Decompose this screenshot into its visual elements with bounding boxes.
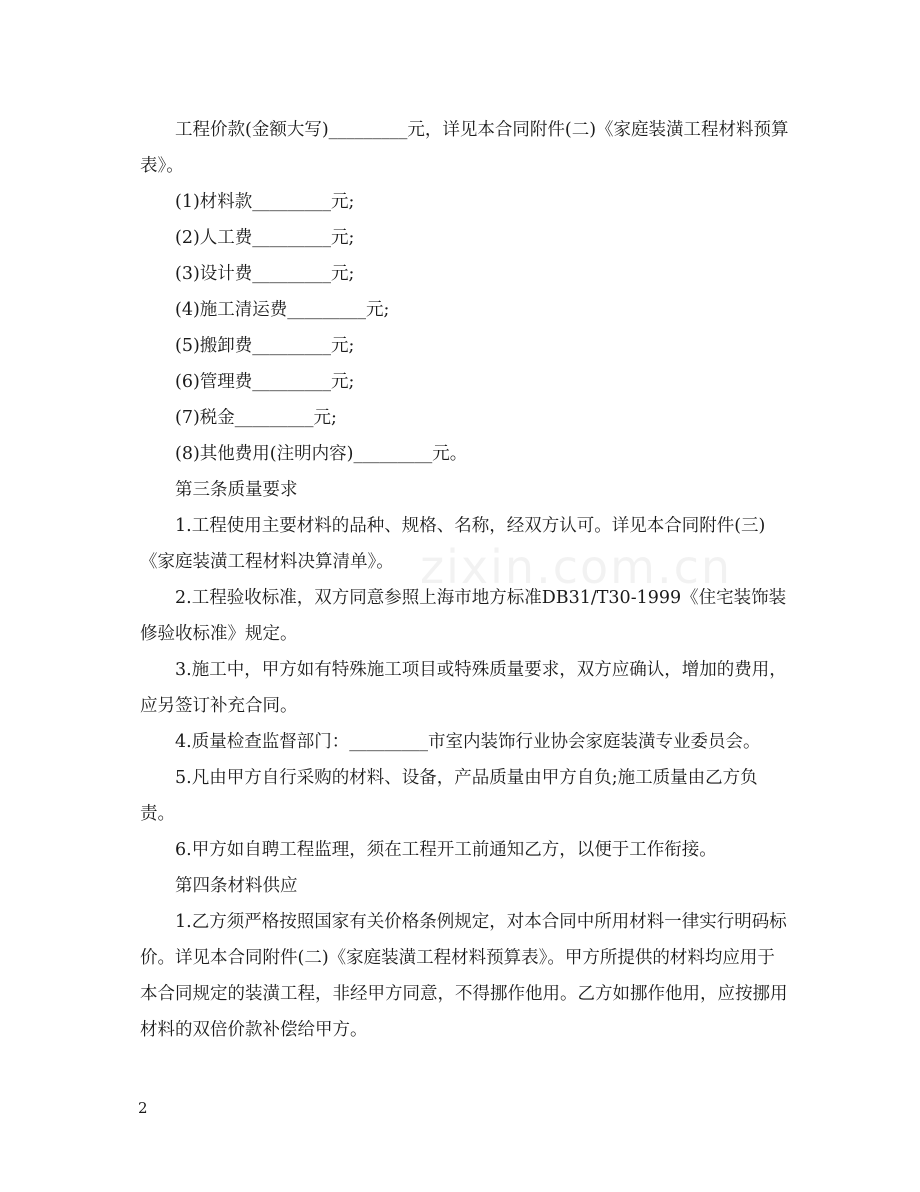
paragraph-quality-3: 3.施工中，甲方如有特殊施工项目或特殊质量要求，双方应确认，增加的费用，应另签订补充合同。 — [140, 660, 787, 716]
paragraph-cleanup-fee: (4)施工清运费_________元; — [175, 300, 390, 320]
section-heading-materials: 第四条材料供应 — [175, 876, 298, 896]
paragraph-quality-4: 4.质量检查监督部门：_________市室内装饰行业协会家庭装潢专业委员会。 — [175, 732, 761, 752]
paragraph-project-price: 工程价款(金额大写)_________元，详见本合同附件(二)《家庭装潢工程材料预算表》。 — [140, 120, 789, 176]
paragraph-quality-5: 5.凡由甲方自行采购的材料、设备，产品质量由甲方自负;施工质量由乙方负责。 — [140, 768, 758, 824]
paragraph-quality-1: 1.工程使用主要材料的品种、规格、名称，经双方认可。详见本合同附件(三)《家庭装潢工程材料决算清单》。 — [140, 516, 766, 572]
paragraph-quality-6: 6.甲方如自聘工程监理，须在工程开工前通知乙方，以便于工作衔接。 — [175, 840, 717, 860]
paragraph-materials-1: 1.乙方须严格按照国家有关价格条例规定，对本合同中所用材料一律实行明码标价。详见本合同附件(二)《家庭装潢工程材料预算表》。甲方所提供的材料均应用于本合同规定的装潢工程，非经甲方同意，不得挪作他用。乙方如挪作他用，应按挪用材料的双倍价款补偿给甲方。 — [140, 912, 788, 1040]
document-body — [140, 112, 790, 1048]
watermark: zixin.com.cn — [420, 540, 733, 594]
paragraph-quality-2: 2.工程验收标准，双方同意参照上海市地方标准DB31/T30-1999《住宅装饰装修验收标准》规定。 — [140, 588, 787, 644]
paragraph-handling-fee: (5)搬卸费_________元; — [175, 336, 355, 356]
paragraph-material-fee: (1)材料款_________元; — [175, 192, 355, 212]
page-number: 2 — [138, 1099, 148, 1117]
section-heading-quality: 第三条质量要求 — [175, 480, 298, 500]
paragraph-design-fee: (3)设计费_________元; — [175, 264, 355, 284]
paragraph-tax: (7)税金_________元; — [175, 408, 337, 428]
paragraph-management-fee: (6)管理费_________元; — [175, 372, 355, 392]
paragraph-other-fees: (8)其他费用(注明内容)_________元。 — [175, 444, 468, 464]
paragraph-labor-fee: (2)人工费_________元; — [175, 228, 355, 248]
